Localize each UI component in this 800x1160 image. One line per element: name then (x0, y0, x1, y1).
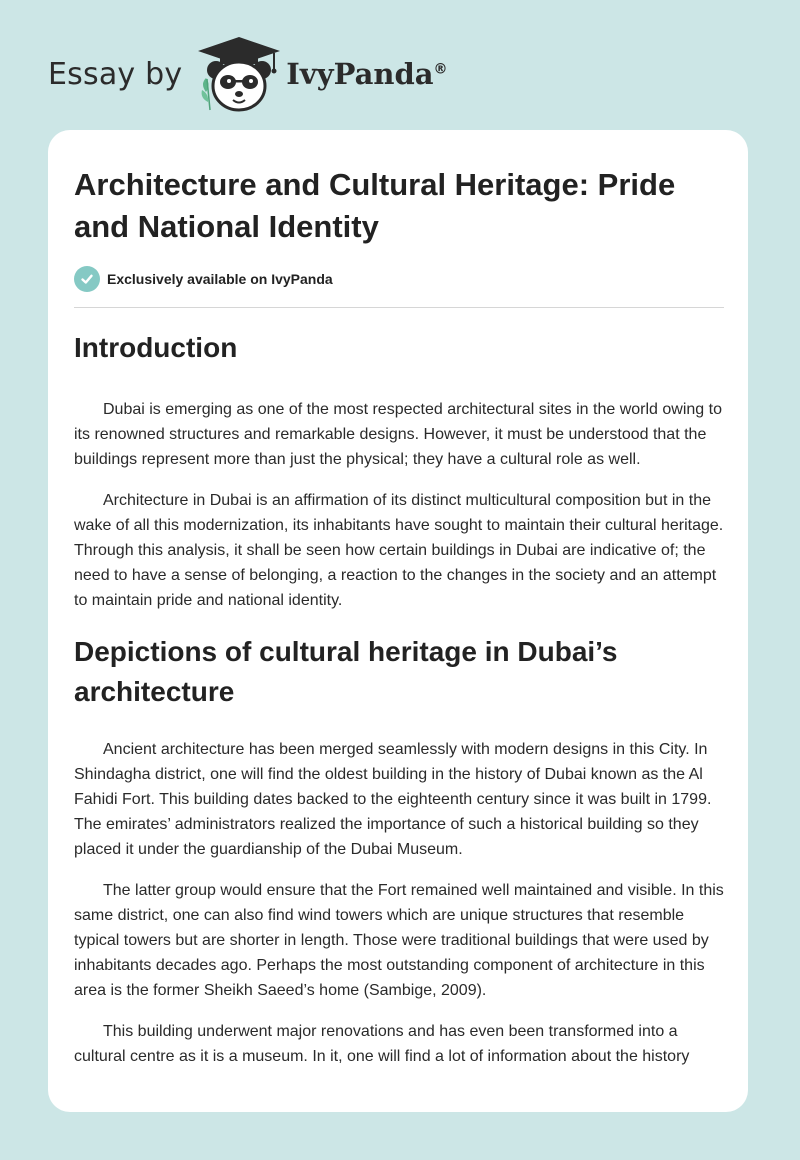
site-header (48, 34, 448, 114)
title-divider (74, 307, 724, 308)
section-heading: Introduction (74, 332, 238, 363)
paragraph: Architecture in Dubai is an affirmation of its distinct multicultural composition but in the wake of all this modernization, its inhabitants have sought to maintain their cultural heritage. Through this analysis, it shall be seen how certain buildings in Dubai are indicative of; the need to have a sense of belonging, a reaction to the changes in the society and an attempt to maintain pride and national identity. (74, 492, 724, 609)
essay-by-label: Essay by (48, 56, 183, 92)
paragraph: The latter group would ensure that the Fort remained well maintained and visible. In this same district, one can also find wind towers which are unique structures that resemble typical towers but are shorter in length. Those were traditional buildings that were used by inhabitants decades ago. Perhaps the most outstanding component of architecture in this area is the former Sheikh Saeed’s home (Sambige, 2009). (74, 882, 724, 999)
essay-title: Architecture and Cultural Heritage: Pride and National Identity (74, 167, 676, 244)
paragraph: Dubai is emerging as one of the most respected architectural sites in the world owing to its renowned structures and remarkable designs. However, it must be understood that the buildings represent more than just the physical; they have a cultural role as well. (74, 401, 722, 468)
exclusive-badge (74, 263, 724, 295)
section-heading: Depictions of cultural heritage in Dubai’s architecture (74, 636, 618, 707)
brand-name[interactable]: IvyPanda® (286, 57, 448, 91)
checkmark-icon (74, 266, 100, 292)
section-depictions (74, 632, 724, 1069)
section-introduction (74, 328, 724, 613)
essay-content (74, 130, 724, 1069)
paragraph: Ancient architecture has been merged seamlessly with modern designs in this City. In Shindagha district, one will find the oldest building in the history of Dubai known as the Al Fahidi Fort. This building dates backed to the eighteenth century since it was built in 1799. The emirates’ administrators realized the importance of such a historical building so they placed it under the guardianship of the Dubai Museum. (74, 741, 712, 858)
exclusive-badge-label: Exclusively available on IvyPanda (107, 271, 333, 287)
registered-mark: ® (433, 61, 448, 78)
paragraph: This building underwent major renovations and has even been transformed into a cultural centre as it is a museum. In it, one will find a lot of information about the history (74, 1023, 690, 1065)
panda-graduate-logo-icon[interactable] (196, 34, 282, 114)
essay-card (48, 130, 748, 1112)
